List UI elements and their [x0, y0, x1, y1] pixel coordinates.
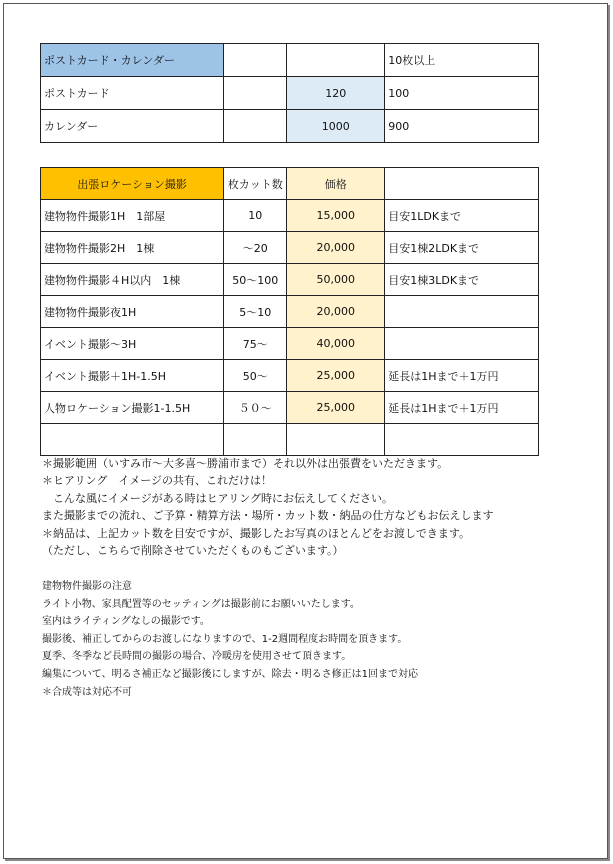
note-cell: 目安1LDKまで — [385, 200, 539, 232]
document-page — [3, 3, 608, 859]
table-row — [41, 110, 539, 143]
cuts-cell: ～20 — [224, 232, 287, 264]
price-cell: 25,000 — [287, 392, 385, 424]
note-line: （ただし、こちらで削除させていただくものもございます。） — [42, 544, 344, 558]
shooting-notes — [42, 455, 494, 559]
item-cell: 建物物件撮影2H 1棟 — [41, 232, 224, 264]
note-line: ＊納品は、上記カット数を目安ですが、撮影したお写真のほとんどをお渡しできます。 — [42, 526, 471, 540]
note-cell — [385, 328, 539, 360]
cuts-cell — [224, 424, 287, 456]
note-cell: 目安1棟2LDKまで — [385, 232, 539, 264]
note-line: ＊合成等は対応不可 — [42, 686, 132, 698]
price-cell: 15,000 — [287, 200, 385, 232]
location-shoot-table — [40, 167, 539, 456]
bulk-price-cell: 900 — [385, 110, 539, 143]
item-cell: 建物物件撮影４H以内 1棟 — [41, 264, 224, 296]
note-line: 室内はライティングなしの撮影です。 — [42, 616, 210, 628]
cuts-cell: 5～10 — [224, 296, 287, 328]
table-row — [41, 328, 539, 360]
note-line: ＊撮影範囲（いすみ市～大多喜～勝浦市まで）それ以外は出張費をいただきます。 — [42, 457, 449, 470]
note-line: 建物物件撮影の注意 — [42, 581, 132, 592]
item-cell: 人物ロケーション撮影1-1.5H — [41, 392, 224, 424]
postcard-calendar-table — [40, 43, 539, 143]
header-cell: ポストカード・カレンダー — [41, 44, 224, 77]
price-cell: 25,000 — [287, 360, 385, 392]
price-cell: 20,000 — [287, 232, 385, 264]
table-row — [41, 264, 539, 296]
table-header-row — [41, 168, 539, 200]
price-cell: 40,000 — [287, 328, 385, 360]
cuts-cell: ５０～ — [224, 392, 287, 424]
item-cell — [41, 424, 224, 456]
table-row — [41, 424, 539, 456]
table-row — [41, 296, 539, 328]
note-line: 編集について、明るさ補正など撮影後にしますが、除去・明るさ修正は1回まで対応 — [42, 668, 418, 680]
item-cell: イベント撮影～3H — [41, 328, 224, 360]
note-line: こんな風にイメージがある時はヒアリング時にお伝えしてください。 — [42, 491, 394, 505]
property-shoot-notes — [42, 578, 418, 701]
cuts-cell: 10 — [224, 200, 287, 232]
item-cell: カレンダー — [41, 110, 224, 143]
table-row — [41, 77, 539, 110]
table-header-row — [41, 44, 539, 77]
price-cell: 20,000 — [287, 296, 385, 328]
header-cell — [224, 44, 287, 77]
table-row — [41, 232, 539, 264]
item-cell: 建物物件撮影1H 1部屋 — [41, 200, 224, 232]
empty-cell — [224, 110, 287, 143]
table-row — [41, 392, 539, 424]
note-cell: 目安1棟3LDKまで — [385, 264, 539, 296]
note-cell: 延長は1Hまで＋1万円 — [385, 392, 539, 424]
price-cell — [287, 424, 385, 456]
note-line: 夏季、冬季など長時間の撮影の場合、冷暖房を使用させて頂きます。 — [42, 651, 352, 663]
item-cell: ポストカード — [41, 77, 224, 110]
header-cell — [287, 44, 385, 77]
note-line: 撮影後、補正してからのお渡しになりますので、1-2週間程度お時間を頂きます。 — [42, 633, 408, 645]
item-cell: 建物物件撮影夜1H — [41, 296, 224, 328]
price-cell: 50,000 — [287, 264, 385, 296]
note-cell: 延長は1Hまで＋1万円 — [385, 360, 539, 392]
note-cell — [385, 424, 539, 456]
note-cell — [385, 296, 539, 328]
note-line: ＊ヒアリング イメージの共有、これだけは！ — [42, 474, 273, 488]
table-row — [41, 360, 539, 392]
cuts-cell: 50～ — [224, 360, 287, 392]
cuts-cell: 50～100 — [224, 264, 287, 296]
header-cell: 出張ロケーション撮影 — [41, 168, 224, 200]
price-cell: 1000 — [287, 110, 385, 143]
note-line: また撮影までの流れ、ご予算・精算方法・場所・カット数・納品の仕方などもお伝えします — [42, 509, 494, 523]
note-line: ライト小物、家具配置等のセッティングは撮影前にお願いいたします。 — [42, 598, 360, 610]
bulk-price-cell: 100 — [385, 77, 539, 110]
table-row — [41, 200, 539, 232]
header-cell — [385, 168, 539, 200]
cuts-cell: 75～ — [224, 328, 287, 360]
header-cell: 価格 — [287, 168, 385, 200]
header-cell: 枚カット数 — [224, 168, 287, 200]
header-cell: 10枚以上 — [385, 44, 539, 77]
price-cell: 120 — [287, 77, 385, 110]
item-cell: イベント撮影＋1H-1.5H — [41, 360, 224, 392]
empty-cell — [224, 77, 287, 110]
